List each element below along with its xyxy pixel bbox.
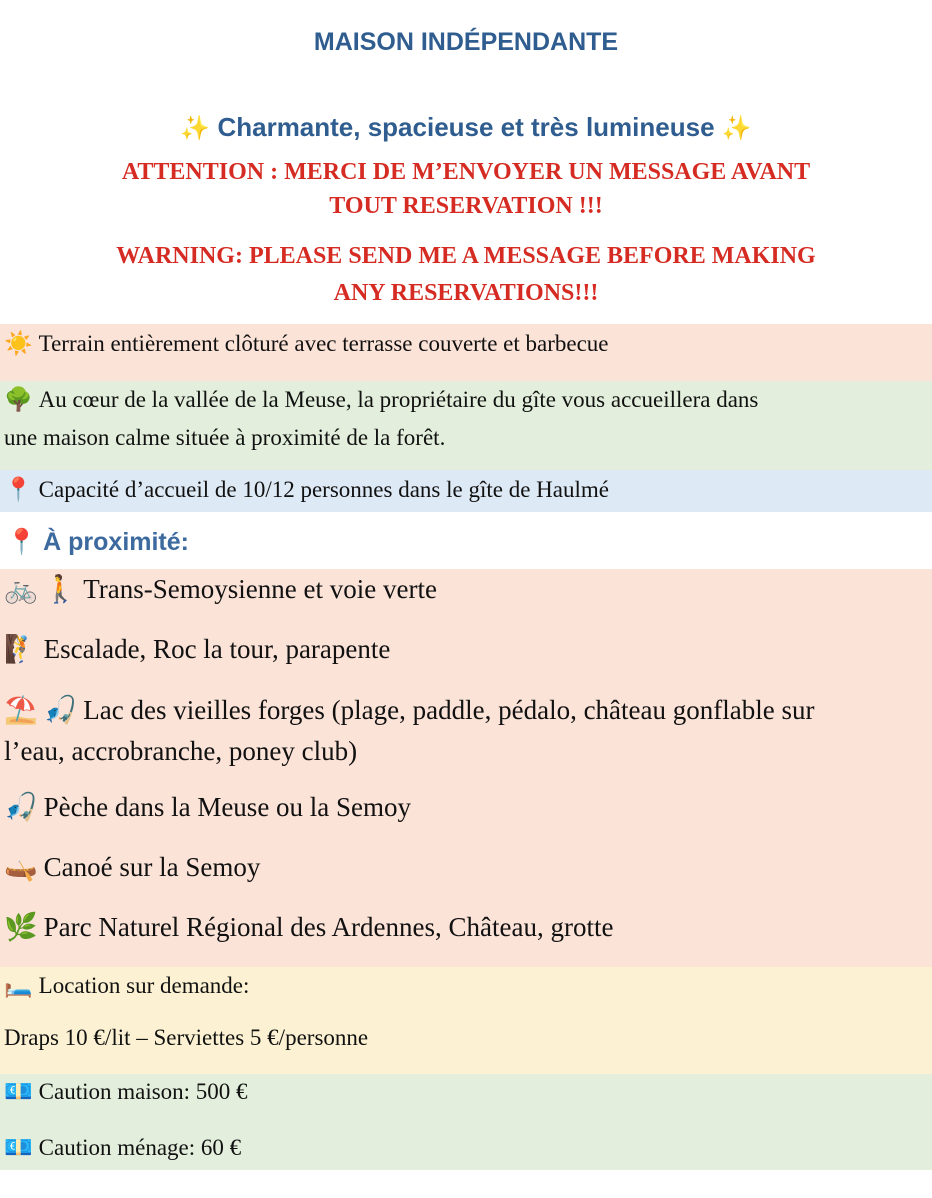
subtitle: Charmante, spacieuse et très lumineuse xyxy=(217,112,715,142)
list-item: 🚲 🚶 Trans-Semoysienne et voie verte xyxy=(4,574,437,604)
list-item: 🧗 Escalade, Roc la tour, parapente xyxy=(4,634,391,664)
location-band xyxy=(0,967,932,1074)
page-title: MAISON INDÉPENDANTE xyxy=(313,28,619,56)
warning-fr-line-1: ATTENTION : MERCI DE M’ENVOYER UN MESSAGE AVANT xyxy=(121,159,811,185)
herb-icon: 🌿 xyxy=(4,912,38,942)
sun-icon: ☀️ xyxy=(4,331,33,356)
warning-en-line-1: WARNING: PLEASE SEND ME A MESSAGE BEFORE MAKING xyxy=(116,243,816,269)
terrain-text: Terrain entièrement clôturé avec terrasse couverte et barbecue xyxy=(38,331,609,356)
climber-icon: 🧗 xyxy=(4,634,38,664)
proximite-band xyxy=(0,569,932,967)
list-item: 🛶 Canoé sur la Semoy xyxy=(4,852,261,882)
proximite-heading-row xyxy=(6,528,189,557)
sparkles-icon: ✨ xyxy=(721,115,752,142)
pin-icon: 📍 xyxy=(4,477,33,502)
list-item: 🎣 Pèche dans la Meuse ou la Semoy xyxy=(4,792,412,822)
walker-icon: 🚶 xyxy=(43,574,78,604)
sparkles-icon: ✨ xyxy=(180,115,211,142)
money-icon: 💶 xyxy=(4,1135,33,1160)
warning-en-line-2: ANY RESERVATIONS!!! xyxy=(333,280,599,306)
caution-maison: Caution maison: 500 € xyxy=(38,1079,248,1104)
pin-icon: 📍 xyxy=(6,528,38,556)
bicycle-icon: 🚲 xyxy=(4,574,38,604)
list-item: ⛱️ 🎣 Lac des vieilles forges (plage, paddle, pédalo, château gonflable sur xyxy=(4,695,815,725)
list-item: 🌿 Parc Naturel Régional des Ardennes, Château, grotte xyxy=(4,912,614,942)
fishing-icon: 🎣 xyxy=(4,792,38,822)
caution-band xyxy=(0,1074,932,1170)
fishing-icon: 🎣 xyxy=(43,695,78,725)
terrain-band xyxy=(0,324,932,381)
list-item-continued: l’eau, accrobranche, poney club) xyxy=(4,736,358,766)
location-title: Location sur demande: xyxy=(38,973,250,998)
warning-fr-line-2: TOUT RESERVATION !!! xyxy=(329,193,603,219)
tree-icon: 🌳 xyxy=(4,387,33,412)
vallee-band xyxy=(0,381,932,470)
vallee-text-1: Au cœur de la vallée de la Meuse, la propriétaire du gîte vous accueillera dans xyxy=(38,387,759,412)
subtitle-row xyxy=(0,112,932,143)
proximite-heading: À proximité: xyxy=(43,528,189,556)
location-detail: Draps 10 €/lit – Serviettes 5 €/personne xyxy=(4,1025,369,1050)
vallee-text-2: une maison calme située à proximité de la forêt. xyxy=(4,425,446,450)
canoe-icon: 🛶 xyxy=(4,852,38,882)
capacite-text: Capacité d’accueil de 10/12 personnes dans le gîte de Haulmé xyxy=(38,477,609,502)
beach-icon: ⛱️ xyxy=(4,695,38,725)
caution-menage: Caution ménage: 60 € xyxy=(38,1135,242,1160)
capacite-band xyxy=(0,470,932,512)
bed-icon: 🛏️ xyxy=(4,973,33,998)
money-icon: 💶 xyxy=(4,1079,33,1104)
